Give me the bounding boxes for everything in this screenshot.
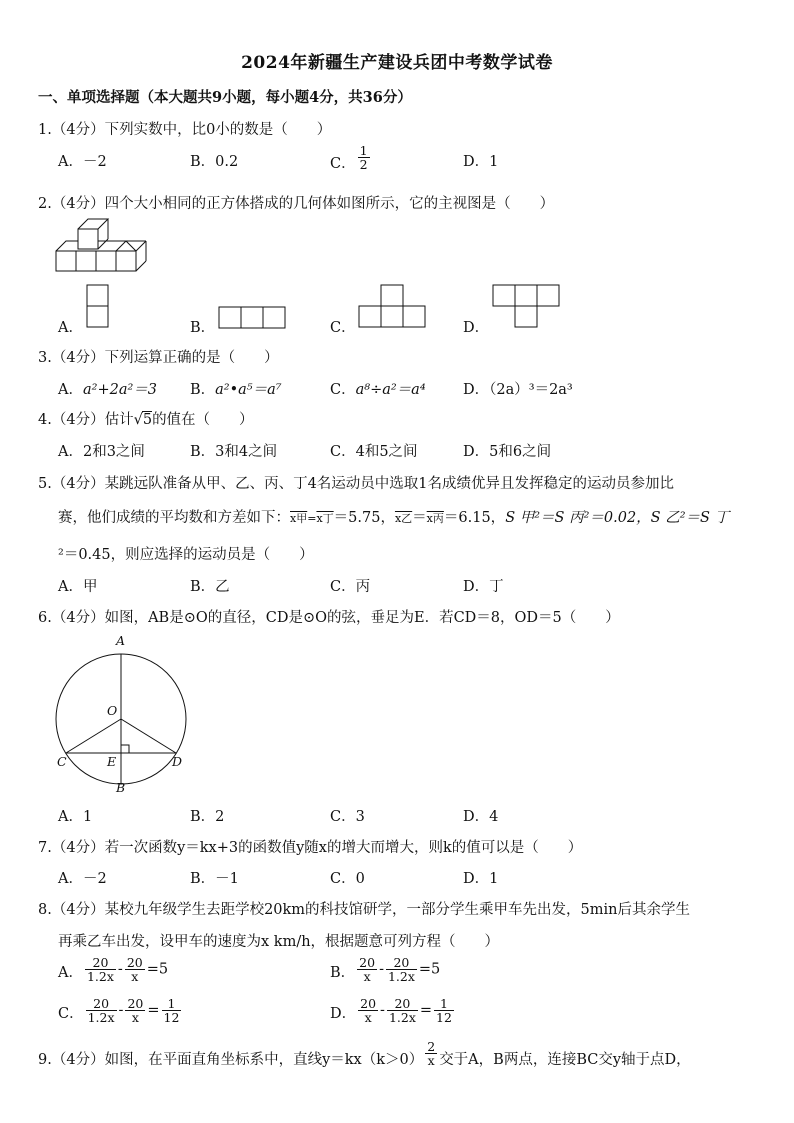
question-number: 3.: [38, 350, 52, 366]
view-a-figure: [86, 284, 110, 330]
label-c: C: [57, 754, 67, 769]
option-c: C．: [330, 320, 356, 336]
section-heading: 一、单项选择题（本大题共9小题，每小题4分，共36分）: [38, 89, 412, 106]
option-b: B．3和4之间: [190, 444, 278, 460]
question-4: 4.（4分）估计√5的值在（ ）: [38, 412, 254, 428]
question-2: [38, 192, 554, 213]
question-number: 9.: [38, 1051, 52, 1068]
view-b-figure: [218, 306, 288, 330]
option-d: D．1: [463, 154, 499, 170]
question-5-line-2: 赛，他们成绩的平均数和方差如下：x甲=x丁＝5.75，x乙＝x丙＝6.15，S 甲²＝S 丙²＝0.02，S 乙²＝S 丁: [58, 510, 730, 526]
fraction: $\frac{2}{x}$: [427, 1039, 436, 1069]
option-d: D．4: [463, 809, 499, 825]
option-b: B．: [190, 320, 216, 336]
label-o: O: [107, 703, 118, 718]
question-8: [38, 898, 690, 919]
sqrt-sign: √: [133, 412, 143, 428]
page-title: 2024年新疆生产建设兵团中考数学试卷: [241, 53, 553, 73]
question-text: （4分）下列实数中，比0小的数是（ ）: [51, 122, 332, 138]
label-b: B: [116, 780, 126, 795]
radicand: 5: [142, 412, 153, 428]
option-d: D．1: [463, 871, 499, 887]
option-b: B．0.2: [190, 154, 239, 170]
question-7: [38, 836, 582, 857]
question-5-line-3: ²＝0.45，则应选择的运动员是（ ）: [58, 547, 314, 563]
circle-figure: [50, 630, 195, 800]
option-a: A．a²+2a²＝3: [58, 382, 157, 398]
option-a: A．2和3之间: [58, 444, 145, 460]
question-1: [38, 118, 331, 139]
question-text: （4分）下列运算正确的是（ ）: [51, 350, 279, 366]
option-a: A．－2: [58, 154, 107, 170]
option-a: A．: [58, 320, 83, 336]
option-d: D．丁: [463, 579, 504, 595]
question-number: 1.: [38, 122, 52, 138]
question-5: [38, 472, 674, 493]
option-c: C．4和5之间: [330, 444, 418, 460]
option-d: D．: [463, 320, 490, 336]
option-c: C．a⁸÷a²＝a⁴: [330, 382, 426, 398]
question-text: （4分）四个大小相同的正方体搭成的几何体如图所示，它的主视图是（ ）: [51, 196, 555, 212]
option-b: B．－1: [190, 871, 239, 887]
view-c-figure: [358, 284, 428, 330]
label-e: E: [107, 754, 117, 769]
question-6: [38, 606, 620, 627]
view-d-figure: [492, 284, 562, 330]
fraction: $\frac{1}{2}$: [359, 143, 368, 173]
question-text: （4分）若一次函数y＝kx+3的函数值y随x的增大而增大，则k的值可以是（ ）: [51, 840, 583, 856]
option-a: A．1: [58, 809, 93, 825]
question-number: 7.: [38, 840, 52, 856]
question-number: 8.: [38, 902, 52, 918]
option-b: B． $\frac{20}{x}$ - $\frac{20}{1.2x}$ =5: [330, 955, 441, 985]
cube-stack-figure: [56, 215, 166, 275]
question-text: （4分）如图，AB是⊙O的直径，CD是⊙O的弦，垂足为E．若CD＝8，OD＝5（ ）: [51, 610, 620, 626]
option-b: B．2: [190, 809, 225, 825]
option-c: C． $\frac{20}{1.2x}$ - $\frac{20}{x}$ = $\frac{1}{12}$: [58, 996, 180, 1026]
option-c: C．3: [330, 809, 365, 825]
label-d: D: [172, 754, 183, 769]
option-c: C． $\frac{1}{2}$: [330, 143, 368, 173]
option-b: B．a²•a⁵＝a⁷: [190, 382, 282, 398]
option-c: C．0: [330, 871, 365, 887]
question-number: 6.: [38, 610, 52, 626]
option-d: D．（2a）³＝2a³: [463, 382, 573, 398]
question-text: （4分）某校九年级学生去距学校20km的科技馆研学，一部分学生乘甲车先出发，5min后其余学生: [51, 902, 691, 918]
option-c: C．丙: [330, 579, 371, 595]
option-d: D． $\frac{20}{x}$ - $\frac{20}{1.2x}$ = $\frac{1}{12}$: [330, 996, 452, 1026]
option-a: A．甲: [58, 579, 98, 595]
option-a: A． $\frac{20}{1.2x}$ - $\frac{20}{x}$ =5: [58, 955, 169, 985]
question-number: 4.: [38, 412, 52, 428]
question-3: [38, 346, 279, 367]
label-a: A: [116, 633, 126, 648]
question-8-line-2: 再乘乙车出发，设甲车的速度为x km/h，根据题意可列方程（ ）: [58, 934, 500, 950]
question-number: 5.: [38, 476, 52, 492]
question-number: 2.: [38, 196, 52, 212]
question-text: （4分）某跳远队准备从甲、乙、丙、丁4名运动员中选取1名成绩优异且发挥稳定的运动员参加比: [51, 476, 675, 492]
option-b: B．乙: [190, 579, 230, 595]
question-9: 9.（4分）如图，在平面直角坐标系中，直线y＝kx（k＞0） $\frac{2}{x}$ 交于A，B两点，连接BC交y轴于点D，: [38, 1039, 691, 1069]
option-a: A．－2: [58, 871, 107, 887]
option-d: D．5和6之间: [463, 444, 552, 460]
